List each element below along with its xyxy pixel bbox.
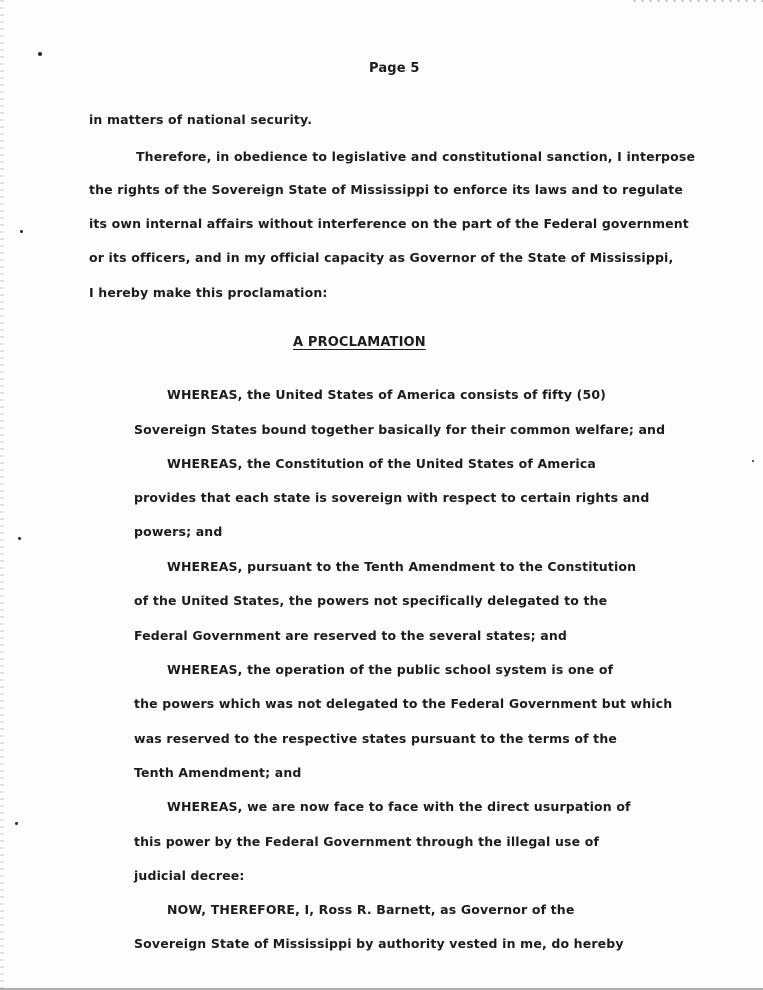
proclamation-line: WHEREAS, pursuant to the Tenth Amendment to the Constitution [167,559,637,574]
proclamation-line: WHEREAS, the Constitution of the United States of America [167,456,596,471]
proclamation-line: powers; and [134,524,223,539]
scan-top-edge [633,0,763,2]
proclamation-line: NOW, THEREFORE, I, Ross R. Barnett, as Governor of the [167,902,575,917]
proclamation-heading: A PROCLAMATION [293,335,426,350]
proclamation-line: the powers which was not delegated to the Federal Government but which [134,696,673,711]
proclamation-line: judicial decree: [134,868,245,883]
scan-speck [752,460,754,462]
scan-speck [18,537,21,540]
body-line: I hereby make this proclamation: [89,285,328,300]
body-line: Therefore, in obedience to legislative and constitutional sanction, I interpose [136,149,696,164]
proclamation-line: Tenth Amendment; and [134,765,302,780]
scan-speck [20,230,23,233]
scan-left-edge [0,0,4,990]
proclamation-line: provides that each state is sovereign with respect to certain rights and [134,490,650,505]
scan-speck [15,822,18,825]
page-number: Page 5 [369,61,420,76]
proclamation-line: WHEREAS, we are now face to face with the direct usurpation of [167,799,631,814]
proclamation-line: WHEREAS, the operation of the public school system is one of [167,662,614,677]
proclamation-line: of the United States, the powers not specifically delegated to the [134,593,608,608]
body-line: in matters of national security. [89,112,313,127]
proclamation-line: Federal Government are reserved to the several states; and [134,628,567,643]
body-line: or its officers, and in my official capacity as Governor of the State of Mississippi, [89,250,674,265]
proclamation-line: this power by the Federal Government through the illegal use of [134,834,600,849]
proclamation-line: was reserved to the respective states pursuant to the terms of the [134,731,617,746]
scan-speck [38,52,42,56]
proclamation-line: WHEREAS, the United States of America consists of fifty (50) [167,387,607,402]
body-line: its own internal affairs without interference on the part of the Federal government [89,216,689,231]
body-line: the rights of the Sovereign State of Mississippi to enforce its laws and to regulate [89,182,684,197]
proclamation-line: Sovereign State of Mississippi by authority vested in me, do hereby [134,936,624,951]
proclamation-line: Sovereign States bound together basically for their common welfare; and [134,422,666,437]
